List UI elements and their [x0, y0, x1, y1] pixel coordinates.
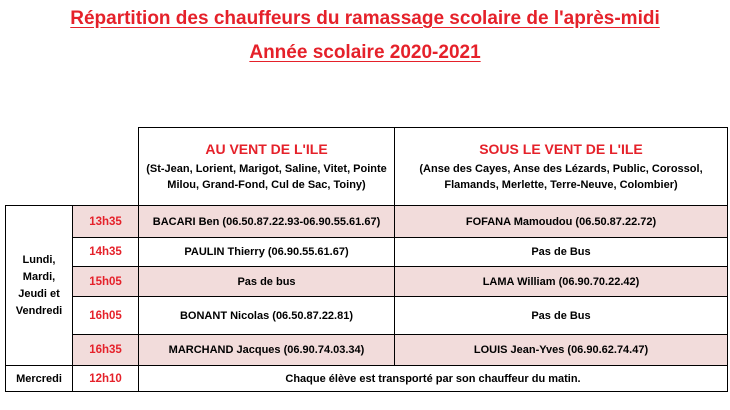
mercredi-day-cell: Mercredi [6, 366, 73, 392]
driver-sous-vent-cell: LOUIS Jean-Yves (06.90.62.74.47) [395, 335, 728, 366]
table-row [6, 238, 728, 267]
driver-vent-cell: BONANT Nicolas (06.50.87.22.81) [139, 297, 395, 335]
empty-corner-day [6, 128, 73, 206]
header-sous-vent-sub-2: Flamands, Merlette, Terre-Neuve, Colombier) [444, 178, 678, 191]
driver-vent-cell: MARCHAND Jacques (06.90.74.03.34) [139, 335, 395, 366]
day-label-vendredi: Vendredi [15, 304, 63, 317]
schedule-table [5, 127, 728, 392]
table-row [6, 297, 728, 335]
table-row [6, 206, 728, 238]
day-label-jeudi: Jeudi et [18, 287, 60, 300]
empty-corner-time [73, 128, 139, 206]
day-label-mardi: Mardi, [22, 270, 56, 283]
header-vent [139, 128, 395, 206]
time-cell: 15h05 [73, 267, 139, 297]
mercredi-note-cell: Chaque élève est transporté par son chauffeur du matin. [139, 366, 728, 392]
document-title: Répartition des chauffeurs du ramassage scolaire de l'après-midi [70, 8, 660, 29]
table-row [6, 335, 728, 366]
driver-vent-cell: BACARI Ben (06.50.87.22.93-06.90.55.61.67) [139, 206, 395, 238]
header-vent-sub-2: Milou, Grand-Fond, Cul de Sac, Toiny) [167, 178, 366, 191]
time-cell: 14h35 [73, 238, 139, 267]
driver-sous-vent-cell: FOFANA Mamoudou (06.50.87.22.72) [395, 206, 728, 238]
driver-sous-vent-cell: LAMA William (06.90.70.22.42) [395, 267, 728, 297]
table-row [6, 267, 728, 297]
time-cell: 16h35 [73, 335, 139, 366]
driver-sous-vent-cell: Pas de Bus [395, 238, 728, 267]
driver-sous-vent-cell: Pas de Bus [395, 297, 728, 335]
header-vent-title: AU VENT DE L'ILE [205, 140, 328, 157]
time-cell: 13h35 [73, 206, 139, 238]
header-vent-sub-1: (St-Jean, Lorient, Marigot, Saline, Vitet, Pointe [146, 162, 387, 175]
school-year-title: Année scolaire 2020-2021 [249, 42, 481, 63]
time-cell: 16h05 [73, 297, 139, 335]
mercredi-row [6, 366, 728, 392]
driver-vent-cell: PAULIN Thierry (06.90.55.61.67) [139, 238, 395, 267]
header-sous-vent [395, 128, 728, 206]
header-sous-vent-title: SOUS LE VENT DE L'ILE [479, 140, 643, 157]
driver-vent-cell: Pas de bus [139, 267, 395, 297]
header-sous-vent-sub-1: (Anse des Cayes, Anse des Lézards, Public, Corossol, [419, 162, 703, 175]
day-label-lundi: Lundi, [22, 253, 56, 266]
header-row [6, 128, 728, 206]
days-cell [6, 206, 73, 366]
mercredi-time-cell: 12h10 [73, 366, 139, 392]
